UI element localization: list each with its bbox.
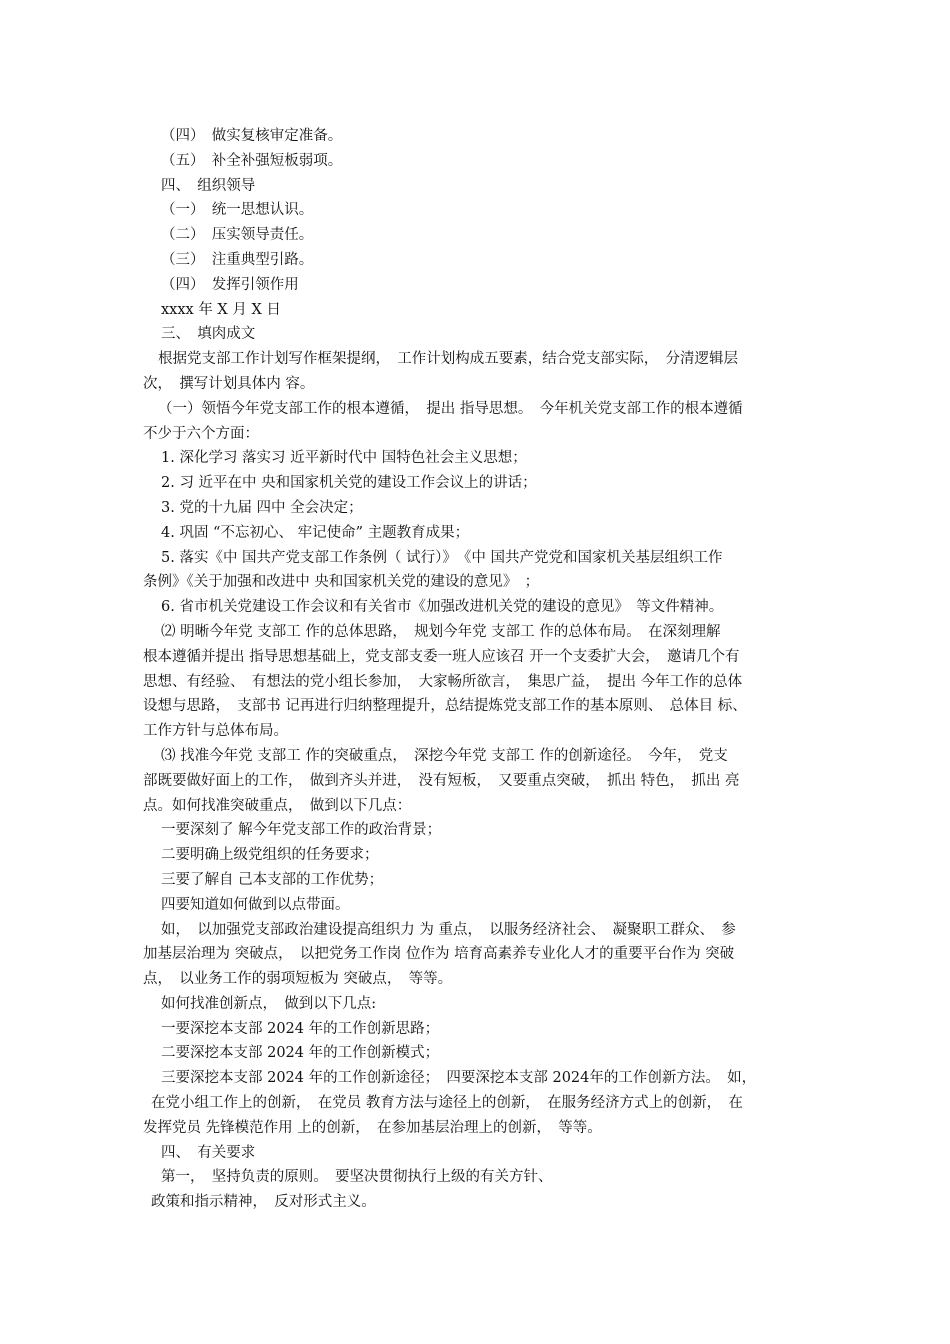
list-item: 5. 落实《中 国共产党支部工作条例（ 试行）》 《中 国共产党党和国家机关基层组织工作 <box>161 549 723 566</box>
paragraph-line: 设想与思路， 支部书 记再进行归纳整理提升，总结提炼党支部工作的基本原则、 总体目 标、 <box>143 698 747 715</box>
paragraph-line: 根据党支部工作计划写作框架提纲， 工作计划构成五要素，结合党支部实际， 分清逻辑层 <box>158 351 738 368</box>
paragraph-line: 次， 撰写计划具体内 容。 <box>143 375 315 392</box>
paragraph-line: 如何找准创新点， 做到以下几点: <box>161 995 377 1012</box>
paragraph-line: 发挥党员 先锋模范作用 上的创新， 在参加基层治理上的创新， 等等。 <box>143 1119 602 1136</box>
section-heading: 四、 有关要求 <box>161 1144 256 1161</box>
list-item: 条例》《关于加强和改进中 央和国家机关党的建设的意见》 ； <box>143 574 540 591</box>
paragraph-line: ⑵ 明晰今年党 支部工 作的总体思路， 规划今年党 支部工 作的总体布局。 在深刻理解 <box>161 623 721 640</box>
document-body <box>143 124 806 1215</box>
paragraph-line: 工作方针与总体布局。 <box>143 723 288 740</box>
paragraph-line: 如， 以加强党支部政治建设提高组织力 为 重点， 以服务经济社会、 凝聚职工群众、 参 <box>161 921 736 938</box>
date-line: xxxx 年 X 月 X 日 <box>161 301 281 318</box>
list-item: 2. 习 近平在中 央和国家机关党的建设工作会议上的讲话； <box>161 475 537 492</box>
text-line: （一） 统一思想认识。 <box>161 202 314 219</box>
paragraph-line: 第一， 坚持负责的原则。 要坚决贯彻执行上级的有关方针、 <box>161 1169 553 1186</box>
paragraph-line: 在党小组工作上的创新， 在党员 教育方法与途径上的创新， 在服务经济方式上的创新， 在 <box>151 1095 743 1112</box>
paragraph-line: 部既要做好面上的工作， 做到齐头并进， 没有短板， 又要重点突破， 抓出 特色， 抓出 亮 <box>143 772 740 789</box>
text-line: （四） 发挥引领作用 <box>161 276 299 293</box>
paragraph-line: ⑶ 找准今年党 支部工 作的突破重点， 深挖今年党 支部工 作的创新途径。 今年， 党支 <box>161 747 728 764</box>
paragraph-line: 政策和指示精神， 反对形式主义。 <box>151 1194 376 1211</box>
paragraph-line: （一）领悟今年党支部工作的根本遵循， 提出 指导思想。 今年机关党支部工作的根本遵循 <box>158 400 743 417</box>
paragraph-line: 根本遵循并提出 指导思想基础上，党支部支委一班人应该召 开一个支委扩大会， 邀请几个有 <box>143 648 740 665</box>
text-line: （四） 做实复核审定准备。 <box>161 128 343 144</box>
section-heading: 三、 填肉成文 <box>161 326 256 343</box>
text-line: （三） 注重典型引路。 <box>161 251 314 268</box>
list-item: 3. 党的十九届 四中 全会决定； <box>161 499 363 516</box>
list-item: 6. 省市机关党建设工作会议和有关省市《加强改进机关党的建设的意见》 等文件精神。 <box>161 599 724 616</box>
paragraph-line: 点， 以业务工作的弱项短板为 突破点， 等等。 <box>143 971 453 988</box>
list-item: 4. 巩固 “不忘初心、 牢记使命” 主题教育成果； <box>161 524 470 541</box>
paragraph-line: 加基层治理为 突破点， 以把党务工作岗 位作为 培育高素养专业化人才的重要平台作为 突破 <box>143 946 735 963</box>
paragraph-line: 点。如何找准突破重点， 做到以下几点： <box>143 797 412 814</box>
list-item: 一要深挖本支部 2024 年的工作创新思路； <box>161 1020 440 1037</box>
list-item: 三要了解自 己本支部的工作优势； <box>161 871 384 888</box>
list-item: 1. 深化学习 落实习 近平新时代中 国特色社会主义思想； <box>161 450 527 467</box>
list-item: 二要深挖本支部 2024 年的工作创新模式； <box>161 1045 440 1062</box>
text-line: （五） 补全补强短板弱项。 <box>161 152 343 169</box>
section-heading: 四、 组织领导 <box>161 177 256 194</box>
paragraph-line: 思想、有经验、 有想法的党小组长参加， 大家畅所欲言， 集思广益， 提出 今年工作的总体 <box>143 673 743 690</box>
list-item: 四要知道如何做到以点带面。 <box>161 896 350 913</box>
paragraph-line: 不少于六个方面： <box>143 425 259 442</box>
text-line: （二） 压实领导责任。 <box>161 227 314 244</box>
paragraph-line: 三要深挖本支部 2024 年的工作创新途径； 四要深挖本支部 2024年的工作创新方法。 如， <box>161 1070 757 1087</box>
list-item: 一要深刻了 解今年党支部工作的政治背景； <box>161 822 442 839</box>
list-item: 二要明确上级党组织的任务要求； <box>161 847 379 864</box>
